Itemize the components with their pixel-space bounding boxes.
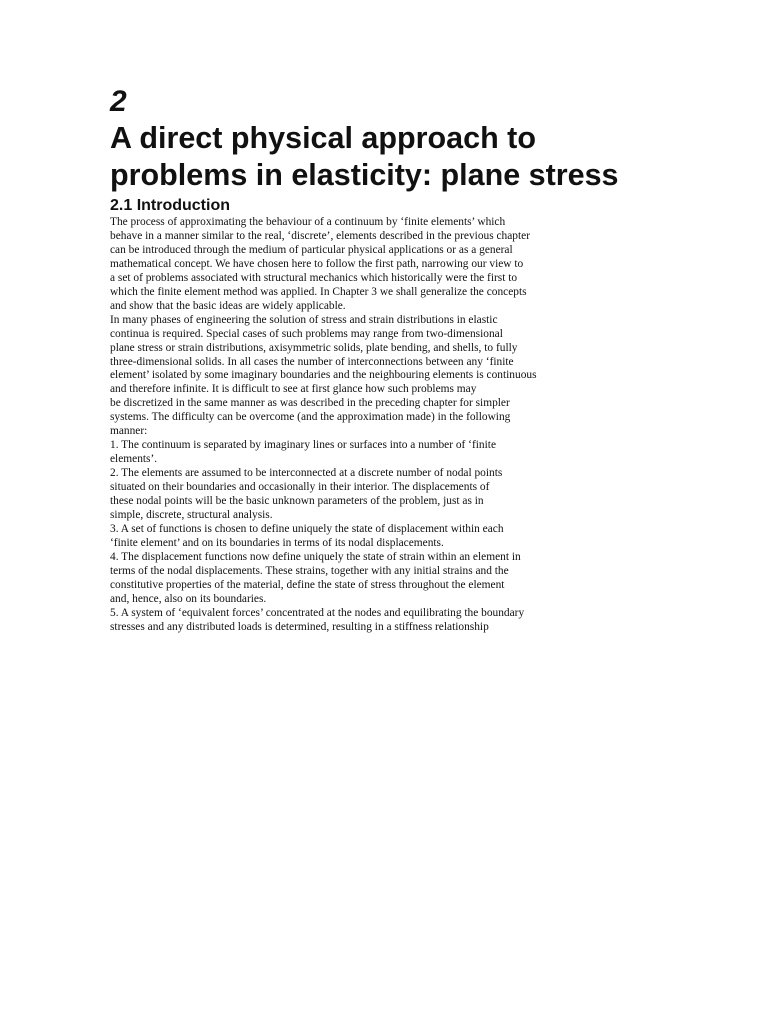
body-text-line: In many phases of engineering the solution of stress and strain distributions in elastic — [110, 313, 498, 326]
body-text-line: these nodal points will be the basic unknown parameters of the problem, just as in — [110, 495, 484, 508]
body-text-line: three-dimensional solids. In all cases the number of interconnections between any ‘finite — [110, 355, 514, 368]
body-text-line: stresses and any distributed loads is determined, resulting in a stiffness relationship — [110, 620, 489, 633]
chapter-title-line: problems in elasticity: plane stress — [110, 158, 619, 192]
body-text-line: constitutive properties of the material, define the state of stress throughout the element — [110, 578, 505, 591]
body-text — [110, 216, 630, 635]
body-text-line: and, hence, also on its boundaries. — [110, 592, 267, 605]
body-text-line: and show that the basic ideas are widely applicable. — [110, 299, 346, 312]
body-text-line: 3. A set of functions is chosen to define uniquely the state of displacement within each — [110, 522, 504, 535]
body-text-line: 2. The elements are assumed to be interconnected at a discrete number of nodal points — [110, 467, 503, 480]
body-text-line: systems. The difficulty can be overcome (and the approximation made) in the following — [110, 411, 511, 424]
body-text-line: elements’. — [110, 453, 158, 466]
body-text-line: 1. The continuum is separated by imaginary lines or surfaces into a number of ‘finite — [110, 439, 497, 452]
body-text-line: element’ isolated by some imaginary boundaries and the neighbouring elements is continuous — [110, 369, 537, 382]
body-text-line: mathematical concept. We have chosen here to follow the first path, narrowing our view to — [110, 257, 524, 270]
body-text-line: terms of the nodal displacements. These strains, together with any initial strains and the — [110, 564, 509, 577]
body-text-line: 5. A system of ‘equivalent forces’ concentrated at the nodes and equilibrating the boundary — [110, 606, 525, 619]
body-text-line: continua is required. Special cases of such problems may range from two-dimensional — [110, 327, 503, 340]
body-text-line: simple, discrete, structural analysis. — [110, 509, 273, 522]
body-text-line: be discretized in the same manner as was described in the preceding chapter for simpler — [110, 397, 510, 410]
body-text-line: which the finite element method was applied. In Chapter 3 we shall generalize the concepts — [110, 285, 527, 298]
document-page — [110, 86, 630, 635]
body-text-line: manner: — [110, 425, 148, 438]
body-text-line: behave in a manner similar to the real, ‘discrete’, elements described in the previous chapter — [110, 229, 531, 242]
chapter-title-line: A direct physical approach to — [110, 121, 536, 155]
body-text-line: plane stress or strain distributions, axisymmetric solids, plate bending, and shells, to fully — [110, 341, 518, 354]
body-text-line: a set of problems associated with structural mechanics which historically were the first to — [110, 271, 518, 284]
body-text-line: ‘finite element’ and on its boundaries in terms of its nodal displacements. — [110, 536, 444, 549]
chapter-title — [110, 120, 630, 194]
body-text-line: The process of approximating the behaviour of a continuum by ‘finite elements’ which — [110, 216, 506, 228]
section-heading: 2.1 Introduction — [110, 197, 230, 214]
body-text-line: situated on their boundaries and occasionally in their interior. The displacements of — [110, 481, 490, 494]
body-text-line: 4. The displacement functions now define uniquely the state of strain within an element in — [110, 550, 521, 563]
body-text-line: can be introduced through the medium of particular physical applications or as a general — [110, 243, 513, 256]
chapter-number: 2 — [110, 85, 127, 118]
body-text-line: and therefore infinite. It is difficult to see at first glance how such problems may — [110, 383, 477, 396]
